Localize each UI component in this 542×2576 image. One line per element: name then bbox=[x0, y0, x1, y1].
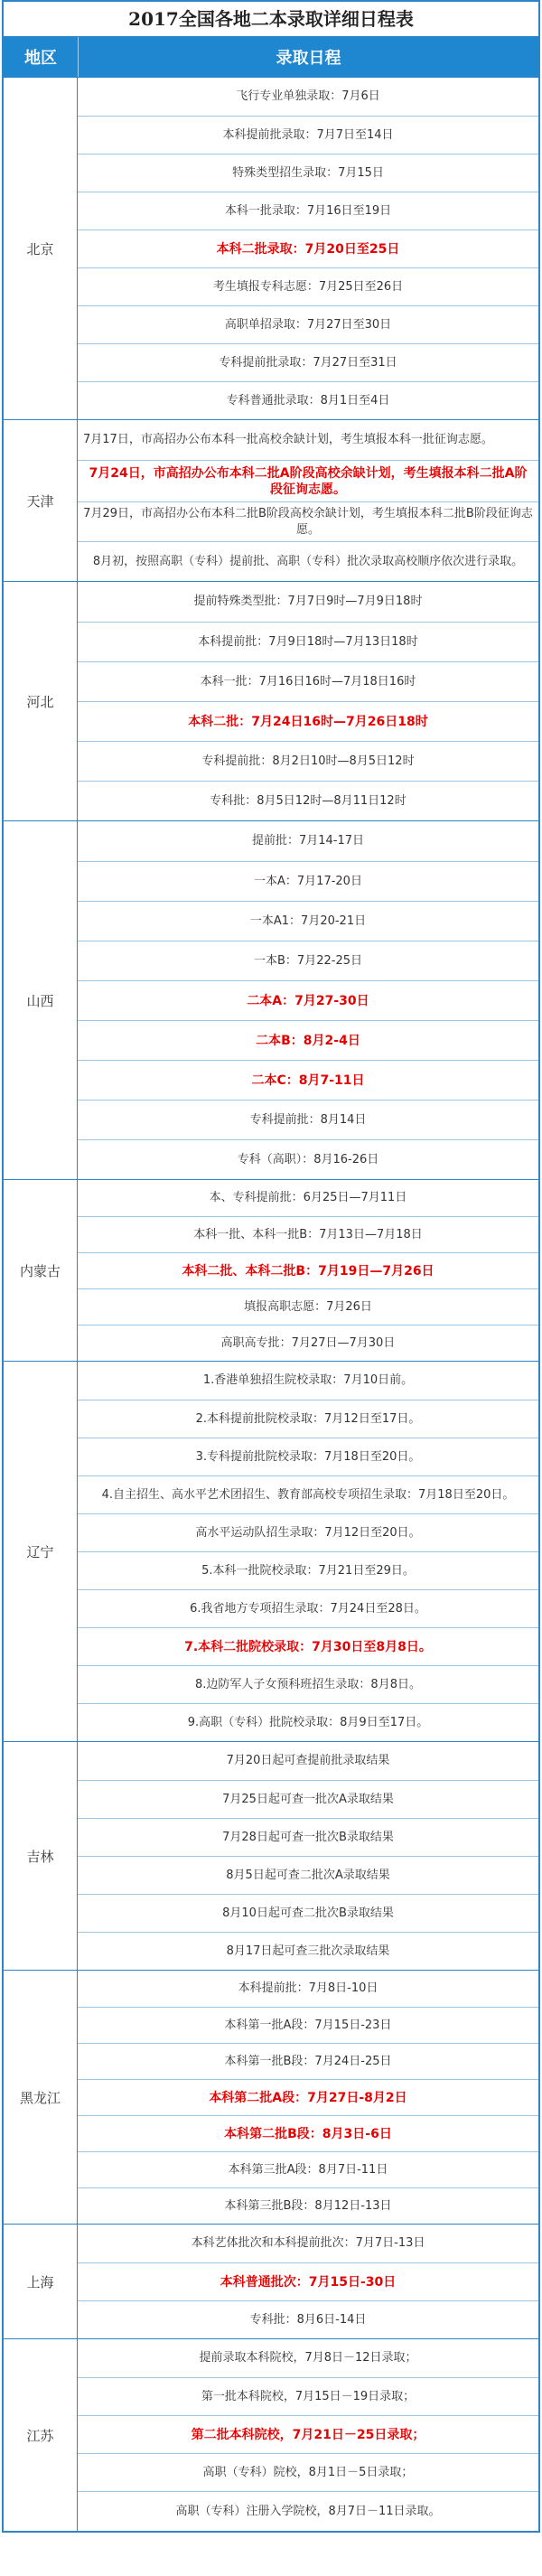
schedule-row: 本科一批、本科一批B：7月13日—7月18日 bbox=[78, 1216, 538, 1252]
schedule-row: 特殊类型招生录取：7月15日 bbox=[78, 154, 538, 192]
schedule-row: 第一批本科院校，7月15日－19日录取； bbox=[78, 2377, 538, 2415]
region-rows bbox=[78, 420, 538, 581]
region-rows bbox=[78, 2225, 538, 2338]
schedule-row: 8.边防军人子女预科班招生录取：8月8日。 bbox=[78, 1665, 538, 1703]
schedule-row: 一本B：7月22-25日 bbox=[78, 941, 538, 980]
schedule-row: 提前特殊类型批：7月7日9时—7月9日18时 bbox=[193, 595, 423, 608]
schedule-row: 本科提前批：7月8日-10日 bbox=[238, 1981, 378, 1995]
schedule-row: 专科（高职）：8月16-26日 bbox=[78, 1139, 538, 1179]
schedule-row: 提前录取本科院校，7月8日－12日录取； bbox=[199, 2351, 417, 2365]
schedule-row: 7月25日起可查一批次A录取结果 bbox=[78, 1780, 538, 1818]
schedule-row: 6.我省地方专项招生录取：7月24日至28日。 bbox=[78, 1589, 538, 1627]
schedule-row: 本科艺体批次和本科提前批次：7月7日-13日 bbox=[191, 2236, 425, 2250]
schedule-row: 本科二批：7月24日16时—7月26日18时 bbox=[78, 701, 538, 741]
schedule-row: 专科普通批录取：8月1日至4日 bbox=[78, 381, 538, 419]
schedule-row: 本科一批录取：7月16日至19日 bbox=[78, 192, 538, 229]
schedule-row: 高职高专批：7月27日—7月30日 bbox=[78, 1325, 538, 1361]
region-rows bbox=[78, 1971, 538, 2224]
schedule-row: 专科批：8月6日-14日 bbox=[78, 2300, 538, 2338]
schedule-row: 二本C：8月7-11日 bbox=[78, 1060, 538, 1100]
region-name: 天津 bbox=[4, 420, 78, 581]
region-block bbox=[4, 1970, 538, 2224]
region-block bbox=[4, 419, 538, 581]
region-rows bbox=[78, 78, 538, 419]
schedule-row: 本科提前批录取：7月7日至14日 bbox=[78, 116, 538, 154]
schedule-row: 7月29日，市高招办公布本科二批B阶段高校余缺计划，考生填报本科二批B阶段征询志愿。 bbox=[78, 501, 538, 541]
region-name: 黑龙江 bbox=[4, 1971, 78, 2224]
schedule-row: 填报高职志愿：7月26日 bbox=[78, 1288, 538, 1325]
region-block bbox=[4, 820, 538, 1179]
region-name: 上海 bbox=[4, 2225, 78, 2338]
schedule-row: 本科第一批A段：7月15日-23日 bbox=[78, 2007, 538, 2043]
schedule-row: 一本A：7月17-20日 bbox=[78, 861, 538, 901]
schedule-row: 专科提前批：8月14日 bbox=[78, 1100, 538, 1139]
region-block bbox=[4, 2224, 538, 2338]
region-list bbox=[4, 77, 538, 2531]
schedule-row: 5.本科一批院校录取：7月21日至29日。 bbox=[78, 1551, 538, 1589]
schedule-row: 第二批本科院校，7月21日－25日录取； bbox=[78, 2415, 538, 2453]
schedule-row: 本科二批录取：7月20日至25日 bbox=[78, 229, 538, 267]
schedule-row: 7月17日，市高招办公布本科一批高校余缺计划，考生填报本科一批征询志愿。 bbox=[83, 433, 493, 446]
schedule-row: 本科第二批A段：7月27日-8月2日 bbox=[78, 2079, 538, 2115]
header-region: 地区 bbox=[4, 37, 79, 77]
schedule-row: 本科第一批B段：7月24日-25日 bbox=[78, 2043, 538, 2079]
region-name: 吉林 bbox=[4, 1742, 78, 1970]
table-title: 2017全国各地二本录取详细日程表 bbox=[4, 2, 538, 37]
schedule-row: 7.本科二批院校录取：7月30日至8月8日。 bbox=[78, 1627, 538, 1665]
schedule-row: 7月24日，市高招办公布本科二批A阶段高校余缺计划，考生填报本科二批A阶段征询志愿。 bbox=[78, 460, 538, 501]
schedule-row: 3.专科提前批院校录取：7月18日至20日。 bbox=[78, 1438, 538, 1475]
region-name: 河北 bbox=[4, 582, 78, 820]
region-rows bbox=[78, 1742, 538, 1970]
schedule-row: 本科一批：7月16日16时—7月18日16时 bbox=[78, 661, 538, 701]
schedule-row: 8月17日起可查三批次录取结果 bbox=[78, 1932, 538, 1970]
schedule-row: 高职（专科）注册入学院校，8月7日－11日录取。 bbox=[78, 2491, 538, 2531]
schedule-table bbox=[2, 0, 540, 2533]
table-header bbox=[4, 37, 538, 77]
region-name: 江苏 bbox=[4, 2339, 78, 2531]
schedule-row: 二本A：7月27-30日 bbox=[78, 980, 538, 1020]
region-block bbox=[4, 1179, 538, 1361]
schedule-row: 本科提前批：7月9日18时—7月13日18时 bbox=[78, 622, 538, 661]
region-block bbox=[4, 1741, 538, 1970]
region-name: 内蒙古 bbox=[4, 1180, 78, 1361]
schedule-row: 一本A1：7月20-21日 bbox=[78, 901, 538, 941]
schedule-row: 7月28日起可查一批次B录取结果 bbox=[78, 1818, 538, 1856]
schedule-row: 本、专科提前批：6月25日—7月11日 bbox=[209, 1191, 407, 1204]
schedule-row: 二本B：8月2-4日 bbox=[78, 1020, 538, 1060]
schedule-row: 专科提前批录取：7月27日至31日 bbox=[78, 343, 538, 381]
schedule-row: 1.香港单独招生院校录取：7月10日前。 bbox=[202, 1373, 414, 1387]
schedule-row: 本科第三批A段：8月7日-11日 bbox=[78, 2151, 538, 2187]
region-rows bbox=[78, 1362, 538, 1741]
schedule-row: 本科第二批B段：8月3日-6日 bbox=[78, 2115, 538, 2151]
schedule-row: 2.本科提前批院校录取：7月12日至17日。 bbox=[78, 1400, 538, 1438]
schedule-row: 4.自主招生、高水平艺术团招生、教育部高校专项招生录取：7月18日至20日。 bbox=[78, 1475, 538, 1513]
region-rows bbox=[78, 821, 538, 1179]
region-name: 北京 bbox=[4, 78, 78, 419]
schedule-row: 本科二批、本科二批B：7月19日—7月26日 bbox=[78, 1252, 538, 1288]
schedule-row: 高职（专科）院校，8月1日－5日录取； bbox=[78, 2453, 538, 2491]
schedule-row: 专科提前批：8月2日10时—8月5日12时 bbox=[78, 741, 538, 781]
schedule-row: 9.高职（专科）批院校录取：8月9日至17日。 bbox=[78, 1703, 538, 1741]
schedule-row: 8月5日起可查二批次A录取结果 bbox=[78, 1856, 538, 1894]
header-schedule: 录取日程 bbox=[276, 49, 341, 68]
schedule-row: 高水平运动队招生录取：7月12日至20日。 bbox=[78, 1513, 538, 1551]
region-block bbox=[4, 2338, 538, 2531]
region-rows bbox=[78, 582, 538, 820]
region-name: 辽宁 bbox=[4, 1362, 78, 1741]
schedule-row: 7月20日起可查提前批录取结果 bbox=[226, 1754, 390, 1767]
region-rows bbox=[78, 1180, 538, 1361]
schedule-row: 考生填报专科志愿：7月25日至26日 bbox=[78, 267, 538, 305]
region-block bbox=[4, 1361, 538, 1741]
schedule-row: 飞行专业单独录取：7月6日 bbox=[236, 89, 380, 103]
region-block bbox=[4, 581, 538, 820]
schedule-row: 提前批：7月14-17日 bbox=[251, 834, 365, 848]
schedule-row: 本科第三批B段：8月12日-13日 bbox=[78, 2187, 538, 2224]
schedule-row: 8月10日起可查二批次B录取结果 bbox=[78, 1894, 538, 1932]
region-name: 山西 bbox=[4, 821, 78, 1179]
region-block bbox=[4, 77, 538, 419]
schedule-row: 本科普通批次：7月15日-30日 bbox=[78, 2262, 538, 2300]
region-rows bbox=[78, 2339, 538, 2531]
schedule-row: 专科批：8月5日12时—8月11日12时 bbox=[78, 781, 538, 820]
schedule-row: 8月初，按照高职（专科）提前批、高职（专科）批次录取高校顺序依次进行录取。 bbox=[78, 541, 538, 581]
schedule-row: 高职单招录取：7月27日至30日 bbox=[78, 305, 538, 343]
